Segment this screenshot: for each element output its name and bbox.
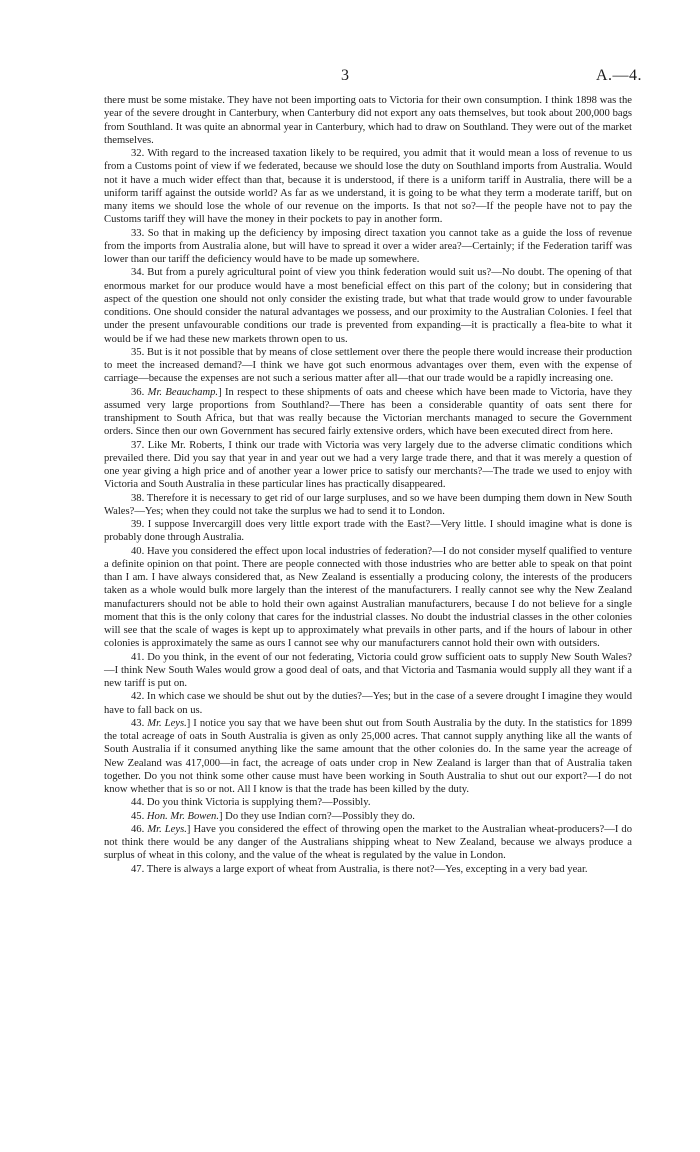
paragraph-text: 40. Have you considered the effect upon local industries of federation?—I do not consider myself qualified to venture a definite opinion on that point. There are people connected with those industries who are better able to speak on that point than I am. I have always considered that, as New Zealand is essentially a producing colony, the interests of the producers taken as a whole would bulk more largely than the interest of the manufacturers. I really cannot see why the New Zealand manufacturers should not be able to hold their own against Australian manufacturers, because I do not believe for a single moment that this is the only colony that cares for the industrial classes. No doubt the industrial classes in the other colonies will see that the scale of wages is kept up to approximately what prevails in other parts, and if the hours of labour in other colonies is approximately the same as ours I cannot see why our manufacturers cannot hold their own with outsiders. (104, 545, 632, 650)
paragraph (104, 94, 632, 147)
paragraph-text: 39. I suppose Invercargill does very little export trade with the East?—Very little. I should imagine what is done is probably done through Australia. (104, 519, 632, 544)
page-number: 3 (341, 67, 349, 84)
paragraph (104, 651, 632, 691)
paragraph (104, 147, 632, 227)
document-reference: A.—4. (595, 67, 642, 84)
body-text (104, 94, 632, 876)
paragraph (104, 439, 632, 492)
paragraph-text: I notice you say that we have been shut out from South Australia by the duty. In the statistics for 1899 the total acreage of oats in South Australia is given as only 25,000 acres. That cannot supply anything like all the wants of South Australia if it consumed anything like the same amount that the other colonies do. In the same year the acreage of New Zealand was 417,000—in fact, the acreage of oats under crop in New Zealand is larger than that of Australia taken together. Do you not think some other cause must have been working in South Australia to shut out our export?—I do not know whether that is so or not. All I know is that the trade has been killed by the duty. (104, 717, 632, 795)
paragraph: 45. Hon. Mr. Bowen.] Do they use Indian corn?—Possibly they do. (131, 810, 415, 822)
paragraph-text: 41. Do you think, in the event of our not federating, Victoria could grow sufficient oats to supply New South Wales?—I think New South Wales would grow a good deal of oats, and that Victoria and Tasmania would supply all they want if a new tariff is put on. (104, 651, 632, 689)
paragraph-text: 35. But is it not possible that by means of close settlement over there the people there would increase their production to meet the increased demand?—I think we have got such enormous advantages over them, even with the expense of carriage—because the expenses are not such a serious matter after all—that our trade would be a rapidly increasing one. (104, 346, 632, 385)
speaker-name: Mr. Leys. (147, 717, 187, 729)
question-number: 36. (131, 386, 148, 398)
paragraph (104, 346, 632, 386)
paragraph (104, 545, 632, 651)
paragraph: 43. Mr. Leys.] I notice you say that we have been shut out from South Australia by the duty. In the statistics for 1899 the total acreage of oats in South Australia is given as only 25,000 acres. That cannot supply anything like all the wants of South Australia if it consumed anything like the same amount that the other colonies do. In the same year the acreage of New Zealand was 417,000—in fact, the acreage of oats under crop in New Zealand is larger than that of Australia taken together. Do you not think some other cause must have been working in South Australia to shut out our export?—I do not know whether that is so or not. All I know is that the trade has been killed by the duty. (104, 717, 632, 795)
question-number: 43. (131, 717, 148, 729)
speaker-name: Mr. Beauchamp. (147, 386, 219, 398)
paragraph-text: 47. There is always a large export of wheat from Australia, is there not?—Yes, excepting in a very bad year. (131, 863, 588, 875)
paragraph-text: 44. Do you think Victoria is supplying them?—Possibly. (131, 797, 371, 809)
paragraph (104, 690, 632, 717)
question-number: 45. (131, 810, 147, 822)
paragraph-text: Do they use Indian corn?—Possibly they do. (222, 810, 415, 822)
paragraph-text: 42. In which case we should be shut out by the duties?—Yes; but in the case of a severe drought I imagine they would have to fall back on us. (104, 691, 632, 716)
paragraph (104, 796, 632, 809)
paragraph-text: 34. But from a purely agricultural point of view you think federation would suit us?—No doubt. The opening of that enormous market for our produce would have a most beneficial effect on this part of the colony; but in considering that aspect of the question one should not only consider the existing trade, but what that trade would grow to under favourable conditions. One should consider the natural advantages we possess, and our proximity to the Australian Colonies. I feel that under the present unfavourable conditions our trade is prevented from expanding—it is practically a flea-bite to what it would be if we had these new markets thrown open to us. (104, 267, 632, 345)
paragraph-text: 32. With regard to the increased taxation likely to be required, you admit that it would mean a loss of revenue to us from a Customs point of view if we federated, because we should lose the duty on Southland imports from Australia. Would not it have a much wider effect than that, because it is understood, if there is a uniform tariff in Australia, there will be a uniform tariff against the outside world? As far as we understand, it is going to be what they term a moderate tariff, but on many items we should lose the whole of our revenue on the imports. Is that not so?—If the people have not to pay the Customs tariff they will have the money in their pockets to pay in another form. (104, 148, 632, 226)
page-header (0, 66, 700, 92)
paragraph (104, 863, 632, 876)
paragraph-text: Have you considered the effect of throwing open the market to the Australian wheat-producers?—I do not think there would be any danger of the Australians shipping wheat to New Zealand, because we always produce a surplus of wheat in this colony, and the value of the wheat is regulated by the value in London. (104, 823, 632, 862)
paragraph-text: 38. Therefore it is necessary to get rid of our large surpluses, and so we have been dumping them down in New South Wales?—Yes; when they could not take the surplus we had to send it to London. (104, 492, 632, 517)
paragraph (104, 518, 632, 545)
paragraph-text: 33. So that in making up the deficiency by imposing direct taxation you cannot take as a guide the loss of revenue from the imports from Australia alone, but will have to spread it over a wider area?—Certainly; if the Federation tariff was lower than our tariff the deficiency would have to be made up somewhere. (104, 227, 632, 265)
question-number: 46. (131, 823, 148, 835)
speaker-name: Hon. Mr. Bowen. (146, 810, 219, 822)
paragraph-text: 37. Like Mr. Roberts, I think our trade with Victoria was very largely due to the adverse climatic conditions which prevailed there. Did you say that year in and year out we had a very large trade there, and that it was merely a question of one year giving a high price and of another year a lower price to satisfy our merchants?—The trade we used to enjoy with Victoria and South Australia in these particular lines has practically disappeared. (104, 439, 632, 491)
paragraph: 46. Mr. Leys.] Have you considered the effect of throwing open the market to the Australian wheat-producers?—I do not think there would be any danger of the Australians shipping wheat to New Zealand, because we always produce a surplus of wheat in this colony, and the value of the wheat is regulated by the value in London. (104, 823, 632, 862)
speaker-name: Mr. Leys. (147, 823, 187, 835)
paragraph-text: there must be some mistake. They have not been importing oats to Victoria for their own consumption. I think 1898 was the year of the severe drought in Canterbury, when Canterbury did not export any oats themselves, but took about 200,000 bags from Southland. It was quite an abnormal year in Canterbury, which had to draw on Southland. They were out of the market themselves. (104, 95, 632, 146)
paragraph-text: In respect to these shipments of oats and cheese which have been made to Victoria, have they assumed very large proportions from Southland?—There has been a considerable quantity of oats sent there for transhipment to South Africa, but that was really because the Victorian merchants managed to secure the Government orders. Since then our own Government has secured fairly extensive orders, which have been executed direct from here. (104, 386, 633, 438)
paragraph (104, 227, 632, 267)
paragraph (104, 492, 632, 519)
paragraph (104, 266, 632, 346)
paragraph: 36. Mr. Beauchamp.] In respect to these shipments of oats and cheese which have been made to Victoria, have they assumed very large proportions from Southland?—There has been a considerable quantity of oats sent there for transhipment to South Africa, but that was really because the Victorian merchants managed to secure the Government orders. Since then our own Government has secured fairly extensive orders, which have been executed direct from here. (104, 386, 633, 438)
